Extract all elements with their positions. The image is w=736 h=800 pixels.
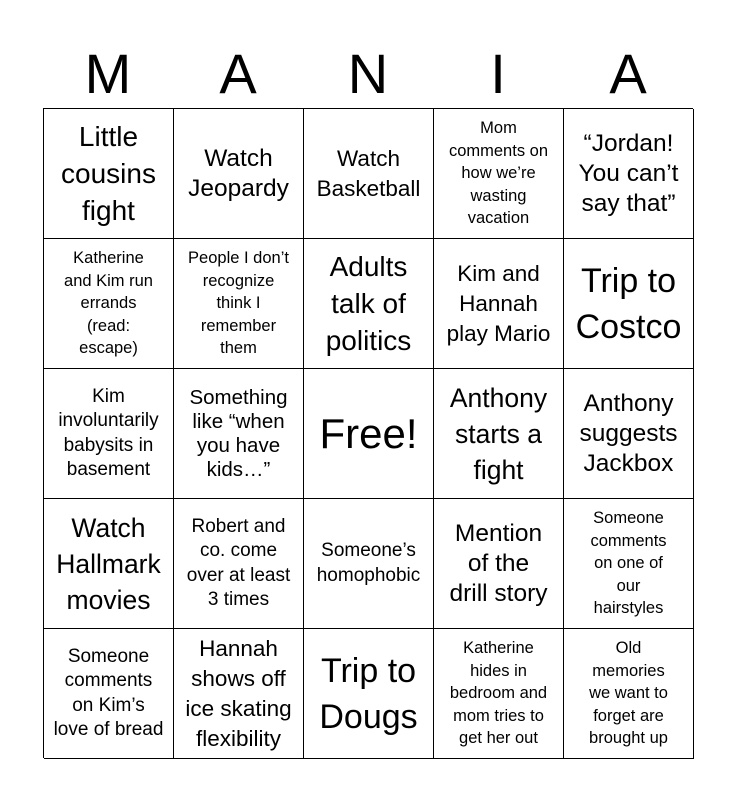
bingo-cell[interactable] [564, 369, 694, 499]
header-letter-i: I [490, 42, 506, 105]
cell-text: Trip to Dougs [319, 651, 418, 736]
header-letter-m: M [84, 42, 132, 105]
header-letter-a-2: A [609, 42, 647, 105]
cell-text: Mention of the drill story [449, 519, 548, 607]
cell-text: Katherine and Kim run errands (read: escape) [64, 249, 153, 358]
bingo-cell[interactable] [44, 239, 174, 369]
cell-text: Anthony starts a fight [449, 382, 548, 485]
cell-text: Katherine hides in bedroom and mom tries to get her out [449, 639, 548, 748]
bingo-cell[interactable] [564, 109, 694, 239]
header-letter-n: N [347, 42, 389, 105]
bingo-cell[interactable] [44, 629, 174, 759]
cell-text: Kim and Hannah play Mario [446, 260, 551, 346]
bingo-cell[interactable] [304, 369, 434, 499]
cell-text: Something like “when you have kids…” [189, 385, 288, 481]
bingo-cell[interactable] [304, 109, 434, 239]
bingo-cell[interactable] [44, 109, 174, 239]
bingo-cell[interactable] [434, 239, 564, 369]
cell-text: Hannah shows off ice skating flexibility [185, 635, 292, 751]
cell-text: Robert and co. come over at least 3 times [186, 515, 291, 610]
bingo-cell[interactable] [174, 239, 304, 369]
cell-text: Someone comments on one of our hairstyles [590, 509, 667, 618]
cell-text: Little cousins fight [61, 121, 156, 226]
cell-text: Watch Hallmark movies [56, 512, 161, 615]
bingo-cell[interactable] [304, 239, 434, 369]
bingo-board [43, 108, 693, 758]
bingo-cell[interactable] [44, 369, 174, 499]
bingo-cell[interactable] [174, 109, 304, 239]
cell-text: Trip to Costco [575, 261, 682, 346]
cell-text: Someone’s homophobic [316, 540, 421, 586]
bingo-cell[interactable] [174, 369, 304, 499]
bingo-cell[interactable] [434, 369, 564, 499]
cell-text: “Jordan! You can’t say that” [578, 129, 679, 217]
bingo-cell[interactable] [304, 629, 434, 759]
bingo-header [43, 40, 693, 108]
cell-text: Old memories we want to forget are brought up [589, 639, 668, 748]
cell-text: Mom comments on how we’re wasting vacation [448, 119, 549, 228]
header-letter-a: A [219, 42, 257, 105]
bingo-cell[interactable] [564, 499, 694, 629]
bingo-cell[interactable] [304, 499, 434, 629]
free-space-text: Free! [319, 409, 418, 457]
cell-text: Someone comments on Kim’s love of bread [53, 645, 164, 740]
bingo-cell[interactable] [434, 499, 564, 629]
cell-text: Kim involuntarily babysits in basement [58, 385, 159, 480]
bingo-cell[interactable] [564, 239, 694, 369]
bingo-cell[interactable] [564, 629, 694, 759]
bingo-cell[interactable] [434, 629, 564, 759]
bingo-cell[interactable] [434, 109, 564, 239]
bingo-cell[interactable] [44, 499, 174, 629]
cell-text: Anthony suggests Jackbox [579, 389, 678, 477]
cell-text: Watch Basketball [316, 145, 421, 201]
cell-text: Watch Jeopardy [188, 144, 289, 202]
bingo-cell[interactable] [174, 629, 304, 759]
cell-text: Adults talk of politics [325, 251, 412, 356]
bingo-cell[interactable] [174, 499, 304, 629]
cell-text: People I don’t recognize think I remember them [188, 249, 289, 358]
